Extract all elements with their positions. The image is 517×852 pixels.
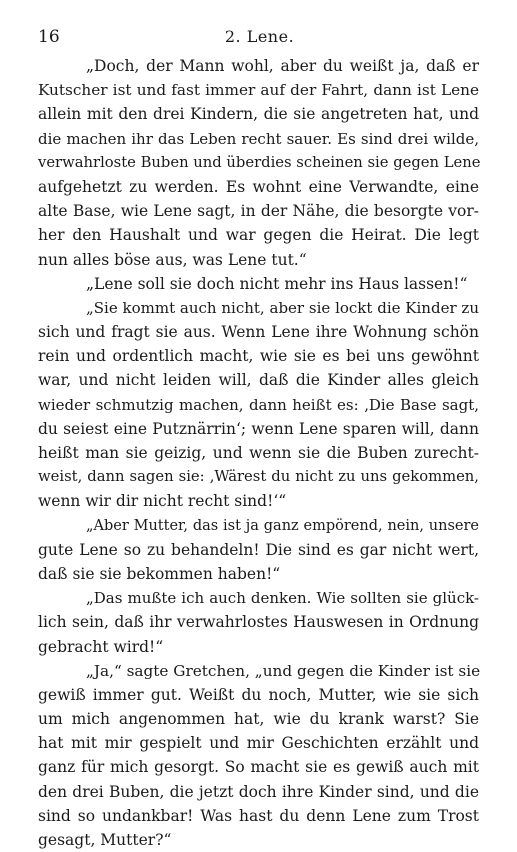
text-line: her den Haushalt und war gegen die Heirat. Die legt [38, 226, 479, 245]
text-line: gesagt, Mutter?“ [38, 831, 172, 849]
text-line: „Lene soll sie doch nicht mehr ins Haus lassen!“ [86, 274, 468, 293]
text-line: um mich angenommen hat, wie du krank warst? Sie [38, 710, 479, 729]
text-line: heißt man sie geizig, und wenn sie die Buben zurecht- [38, 444, 479, 462]
text-line: rein und ordentlich macht, wie sie es bei uns gewöhnt [38, 347, 479, 366]
text-line: „Sie kommt auch nicht, aber sie lockt die Kinder zu [86, 298, 479, 317]
text-line: Kutscher ist und fast immer auf der Fahrt, dann ist Lene [38, 81, 479, 100]
text-line: ganz für mich gesorgt. So macht sie es gewiß auch mit [38, 758, 479, 777]
text-line: wieder schmutzig machen, dann heißt es: ‚Die Base sagt, [38, 395, 479, 414]
text-line: du seiest eine Putznärrin‘; wenn Lene sparen will, dann [38, 419, 479, 438]
text-line: allein mit den drei Kindern, die sie angetreten hat, und [38, 105, 479, 124]
text-line: aufgehetzt zu werden. Es wohnt eine Verwandte, eine [38, 177, 479, 196]
text-line: die machen ihr das Leben recht sauer. Es sind drei wilde, [38, 129, 479, 148]
text-line: „Aber Mutter, das ist ja ganz empörend, nein, unsere [86, 517, 479, 534]
page-number: 16 [38, 27, 60, 47]
text-line: sich und fragt sie aus. Wenn Lene ihre Wohnung schön [38, 323, 479, 342]
text-line: war, und nicht leiden will, daß die Kinder alles gleich [38, 371, 479, 390]
text-line: sind so undankbar! Was hast du denn Lene zum Trost [38, 806, 479, 825]
text-line: den drei Buben, die jetzt doch ihre Kinder sind, und die [38, 782, 479, 801]
text-line: wenn wir dir nicht recht sind!‘“ [38, 492, 287, 511]
text-line: verwahrloste Buben und überdies scheinen sie gegen Lene [38, 153, 481, 171]
text-line: hat mit mir gespielt und mir Geschichten erzählt und [38, 734, 479, 753]
text-line: gebracht wird!“ [38, 637, 164, 656]
text-line: „Ja,“ sagte Gretchen, „und gegen die Kinder ist sie [86, 661, 481, 680]
text-line: gute Lene so zu behandeln! Die sind es gar nicht wert, [38, 540, 479, 559]
text-line: alte Base, wie Lene sagt, in der Nähe, die besorgte vor- [38, 202, 479, 221]
text-line: lich sein, daß ihr verwahrlostes Hauswesen in Ordnung [38, 613, 479, 632]
text-line: nun alles böse aus, was Lene tut.“ [38, 250, 307, 269]
text-line: weist, dann sagen sie: ‚Wärest du nicht zu uns gekommen, [38, 468, 479, 486]
text-line: „Doch, der Mann wohl, aber du weißt ja, daß er [86, 57, 479, 75]
text-line: daß sie sie bekommen haben!“ [38, 564, 281, 583]
text-line: gewiß immer gut. Weißt du noch, Mutter, wie sie sich [38, 685, 479, 704]
text-line: „Das mußte ich auch denken. Wie sollten sie glück- [86, 589, 479, 608]
page-header [38, 26, 481, 48]
running-title: 2. Lene. [224, 27, 295, 46]
body-text [38, 54, 479, 852]
